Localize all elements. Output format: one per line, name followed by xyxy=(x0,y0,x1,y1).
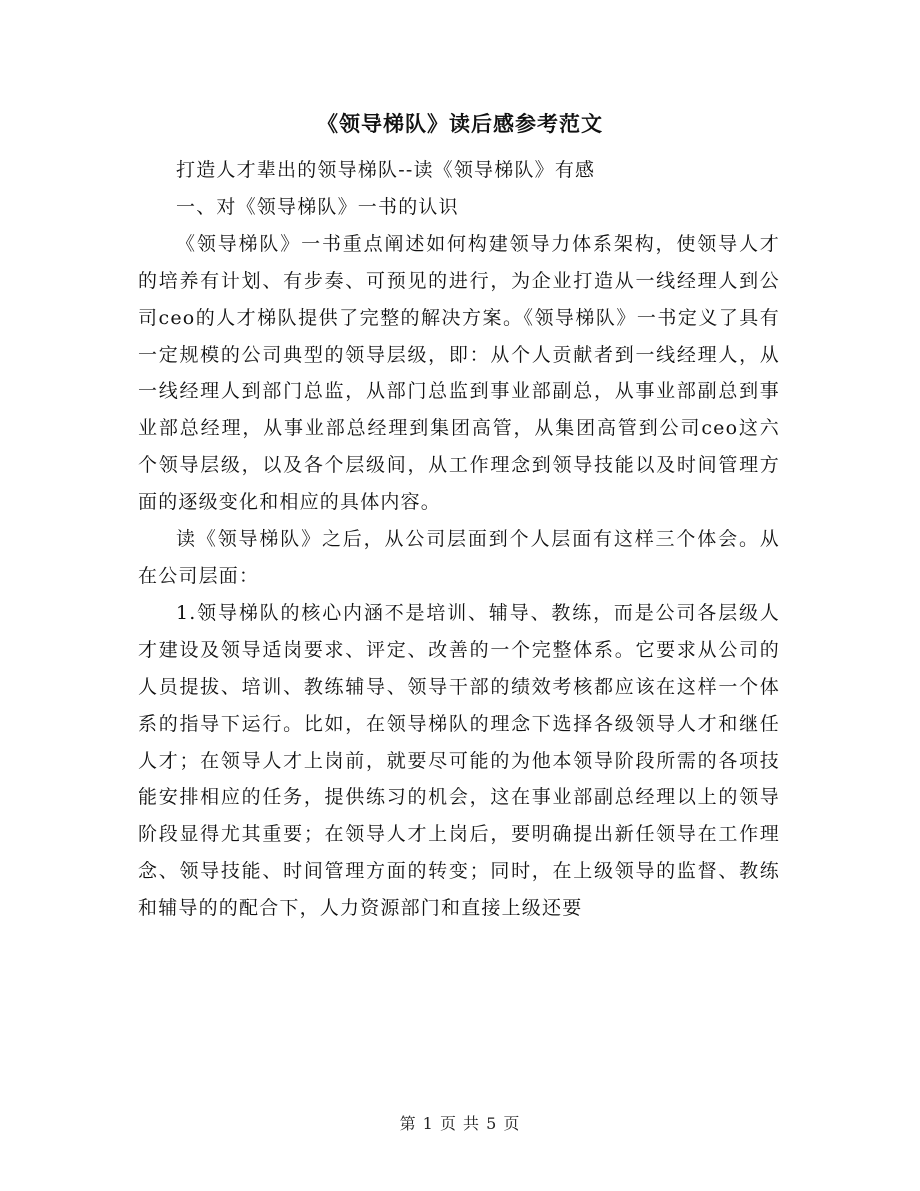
body-paragraph: 读《领导梯队》之后，从公司层面到个人层面有这样三个体会。从在公司层面： xyxy=(138,528,780,587)
document-body xyxy=(138,152,780,927)
page-number-footer: 第 1 页 共 5 页 xyxy=(399,1114,521,1133)
body-paragraph: 《领导梯队》一书重点阐述如何构建领导力体系架构，使领导人才的培养有计划、有步奏、可预见的进行，为企业打造从一线经理人到公司ceo的人才梯队提供了完整的解决方案。《领导梯队》一书定义了具有一定规模的公司典型的领导层级，即：从个人贡献者到一线经理人，从一线经理人到部门总监，从部门总监到事业部副总，从事业部副总到事业部总经理，从事业部总经理到集团高管，从集团高管到公司ceo这六个领导层级，以及各个层级间，从工作理念到领导技能以及时间管理方面的逐级变化和相应的具体内容。 xyxy=(138,232,780,514)
subtitle-paragraph: 打造人才辈出的领导梯队--读《领导梯队》有感 xyxy=(176,159,596,181)
document-title: 《领导梯队》读后感参考范文 xyxy=(317,111,603,136)
section-heading: 一、对《领导梯队》一书的认识 xyxy=(176,195,459,218)
body-paragraph: 1.领导梯队的核心内涵不是培训、辅导、教练，而是公司各层级人才建设及领导适岗要求、评定、改善的一个完整体系。它要求从公司的人员提拔、培训、教练辅导、领导干部的绩效考核都应该在这样一个体系的指导下运行。比如，在领导梯队的理念下选择各级领导人才和继任人才；在领导人才上岗前，就要尽可能的为他本领导阶段所需的各项技能安排相应的任务，提供练习的机会，这在事业部副总经理以上的领导阶段显得尤其重要；在领导人才上岗后，要明确提出新任领导在工作理念、领导技能、时间管理方面的转变；同时，在上级领导的监督、教练和辅导的的配合下，人力资源部门和直接上级还要 xyxy=(138,601,780,920)
